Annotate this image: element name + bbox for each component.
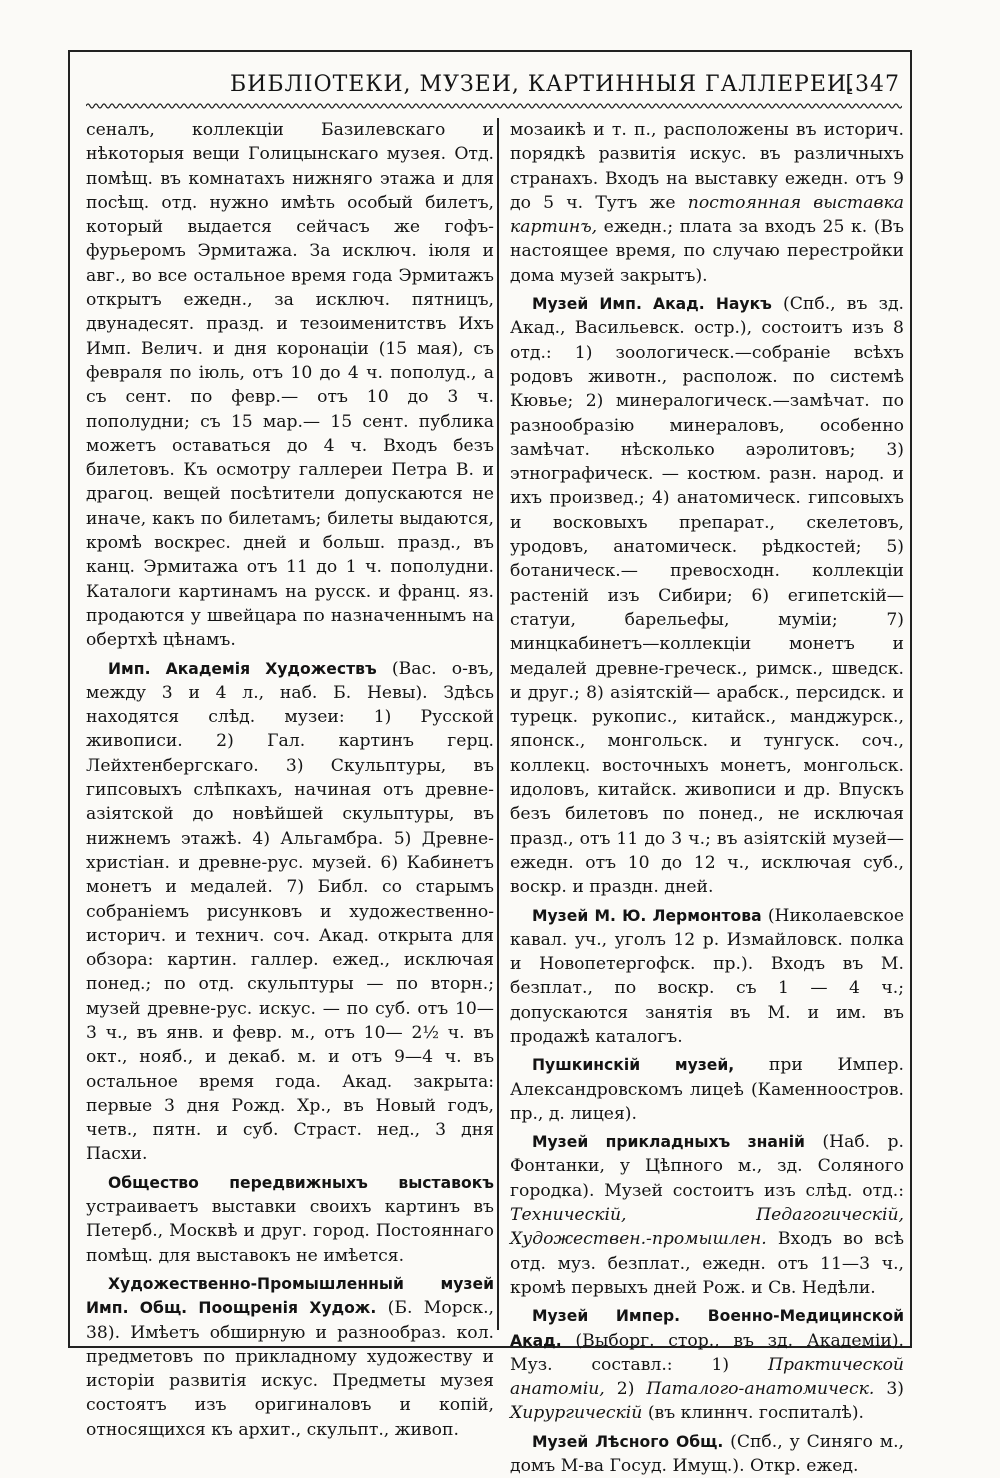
entry-body: (Наб. р. Фонтанки, у Цѣпного м., зд. Соляного городка). Музей состоитъ изъ слѣд. отд.: <box>510 1132 904 1201</box>
entry-italic: Практической анатоміи, <box>510 1354 904 1400</box>
entry-body: при Импер. Александровскомъ лицеѣ (Каменноостров. пр., д. лицея). <box>510 1055 904 1124</box>
left-column <box>86 118 494 1442</box>
entry-body-end: (въ клиннч. госпиталѣ). <box>642 1403 865 1424</box>
entry-body: (Спб., у Синяго м., домъ М-ва Госуд. Имущ.). Откр. ежед. <box>510 1431 904 1477</box>
entry-italic: Паталого-анатомическ. <box>646 1379 875 1400</box>
entry-body: (Выборг. стор., въ зд. Академіи). Муз. составл.: 1) <box>510 1330 904 1375</box>
entry-body: 3) <box>874 1379 904 1400</box>
entry-heading: Музей М. Ю. Лермонтова <box>532 906 762 925</box>
column-divider <box>497 118 499 1330</box>
entry-italic: Техническій, Педагогическій, Художествен.-промышлен. <box>510 1205 904 1250</box>
entry-body-end: Входъ во всѣ отд. муз. безплат., ежедн. отъ 11—3 ч., кромѣ первыхъ дней Рож. и Св. Недѣли. <box>510 1229 904 1298</box>
entry-academy-of-sciences-museum <box>510 292 904 899</box>
entry-peredvizhniki-society <box>86 1171 494 1268</box>
intro-text-end: ежедн.; плата за входъ 25 к. (Въ настоящее время, по случаю перестройки дома музей закрытъ). <box>510 217 904 286</box>
entry-body: (Вас. о-въ, между 3 и 4 л., наб. Б. Невы). Здѣсь находятся слѣд. музеи: 1) Русской живописи. 2) Гал. картинъ герц. Лейхтенбергскаго. 3) Скульптуры, въ гипсовыхъ слѣпкахъ, начиная отъ древне-азіятской до новѣйшей скульптуры, въ нижнемъ этажѣ. 4) Альгамбра. 5) Древне-христіан. и древне-рус. музей. 6) Кабинетъ монетъ и медалей. 7) Библ. со старымъ собраніемъ рисунковъ и художественно-историч. и технич. соч. Акад. открыта для обзора: картин. галлер. ежед., исключая понед.; по отд. скульптуры — по вторн.; музей древне-рус. искус. — по суб. отъ 10—3 ч., въ янв. и февр. м., отъ 10— 2½ ч. въ окт., нояб., и декаб. м. и отъ 9—4 ч. въ остальное время года. Акад. закрыта: первые 3 дня Рожд. Хр., въ Новый годъ, четв., пятн. и суб. Страст. нед., 3 дня Пасхи. <box>86 658 494 1165</box>
intro-text: мозаикѣ и т. п., расположены въ историч. порядкѣ развитія искус. въ различныхъ странахъ. Входъ на выставку ежедн. отъ 9 до 5 ч. Тутъ же <box>510 120 904 213</box>
entry-heading: Музей Лѣсного Общ. <box>532 1432 724 1451</box>
entry-applied-knowledge-museum <box>510 1130 904 1300</box>
entry-forestry-society-museum <box>510 1430 904 1478</box>
intro-italic-text: постоянная выставка картинъ, <box>510 192 904 238</box>
wavy-rule <box>86 100 902 112</box>
entry-lermontov-museum <box>510 904 904 1050</box>
entry-body: (Николаевское кавал. уч., уголъ 12 р. Измайловск. полка и Новопетергофск. пр.). Входъ въ М. безплат., по воскр. съ 1 — 4 ч.; допускаются занятія въ М. и им. въ продажѣ каталогъ. <box>510 905 904 1047</box>
entry-heading: Музей Импер. Военно-Медицинской Акад. <box>510 1307 904 1350</box>
entry-heading: Общество передвижныхъ выставокъ <box>108 1173 494 1192</box>
entry-body: устраиваетъ выставки своихъ картинъ въ Петерб., Москвѣ и друг. город. Постояннаго помѣщ. для выставокъ не имѣется. <box>86 1197 494 1266</box>
entry-body: 2) <box>604 1379 647 1400</box>
running-header <box>230 72 900 97</box>
entry-heading: Имп. Академія Художествъ <box>108 659 377 678</box>
frame-left-rule <box>68 50 70 1348</box>
entry-heading: Художественно-Промышленный музей Имп. Общ. Поощренія Худож. <box>86 1274 494 1318</box>
entry-academy-of-arts <box>86 657 494 1167</box>
entry-italic: Хирургическій <box>510 1403 643 1424</box>
right-column <box>510 118 904 1478</box>
frame-top-rule <box>68 50 912 52</box>
entry-heading: Музей прикладныхъ знаній <box>532 1133 805 1152</box>
entry-body: (Б. Морск., 38). Имѣетъ обширную и разнообраз. кол. предметовъ по прикладному художеству и исторіи развитія искус. Предметы музея состоятъ изъ оригиналовъ и копій, относящихся къ архит., скульпт., живоп. <box>86 1298 494 1440</box>
header-title: БИБЛІОТЕКИ, МУЗЕИ, КАРТИННЫЯ ГАЛЛЕРЕИ. <box>230 72 856 97</box>
entry-heading: Музей Имп. Акад. Наукъ <box>532 295 772 314</box>
page-number: [347 <box>845 72 900 97</box>
right-intro-paragraph <box>510 118 904 288</box>
entry-heading: Пушкинскій музей, <box>532 1056 735 1075</box>
entry-military-medical-museum <box>510 1304 904 1425</box>
left-intro-paragraph: сеналъ, коллекціи Базилевскаго и нѣкоторыя вещи Голицынскаго музея. Отд. помѣщ. въ комнатахъ нижняго этажа и для посѣщ. отд. нужно имѣть особый билетъ, который выдается сейчасъ же гофъ-фурьеромъ Эрмитажа. За исключ. іюля и авг., во все остальное время года Эрмитажъ открытъ ежедн., за исключ. пятницъ, двунадесят. празд. и тезоименитствъ Ихъ Имп. Велич. и дня коронаціи (15 мая), съ февраля по іюль, отъ 10 до 4 ч. пополуд., а съ сент. по февр.— отъ 10 до 3 ч. пополудни; съ 15 мар.— 15 сент. публика можетъ оставаться до 4 ч. Входъ безъ билетовъ. Къ осмотру галлереи Петра В. и драгоц. вещей посѣтители допускаются не иначе, какъ по билетамъ; билеты выдаются, кромѣ воскрес. дней и больш. празд., въ канц. Эрмитажа отъ 11 до 1 ч. пополудни. Каталоги картинамъ на русск. и франц. яз. продаются у швейцара по назначеннымъ на обертхѣ цѣнамъ. <box>86 120 494 651</box>
frame-right-rule <box>910 50 912 1348</box>
entry-art-industrial-museum <box>86 1272 494 1442</box>
entry-body: (Спб., въ зд. Акад., Васильевск. остр.), состоитъ изъ 8 отд.: 1) зоологическ.—собраніе всѣхъ родовъ животн., располож. по системѣ Кювье; 2) минералогическ.—замѣчат. по разнообразію минераловъ, особенно замѣчат. нѣсколько аэролитовъ; 3) этнографическ. — костюм. разн. народ. и ихъ произвед.; 4) анатомическ. гипсовыхъ и восковыхъ препарат., скелетовъ, уродовъ, анатомическ. рѣдкостей; 5) ботаническ.— превосходн. коллекціи растеній изъ Сибири; 6) египетскій—статуи, барельефы, муміи; 7) минцкабинетъ—коллекціи монетъ и медалей древне-греческ., римск., шведск. и друг.; 8) азіятскій— арабск., персидск. и турецк. рукопис., китайск., манджурск., японск., монгольск. и тунгуск. соч., коллекц. восточныхъ монетъ, монгольск. идоловъ, китайск. живописи и др. Впускъ безъ билетовъ по понед., не исключая празд., отъ 11 до 3 ч.; въ азіятскій музей—ежедн. отъ 10 до 12 ч., исключая суб., воскр. и праздн. дней. <box>510 294 904 898</box>
entry-pushkin-museum <box>510 1053 904 1126</box>
